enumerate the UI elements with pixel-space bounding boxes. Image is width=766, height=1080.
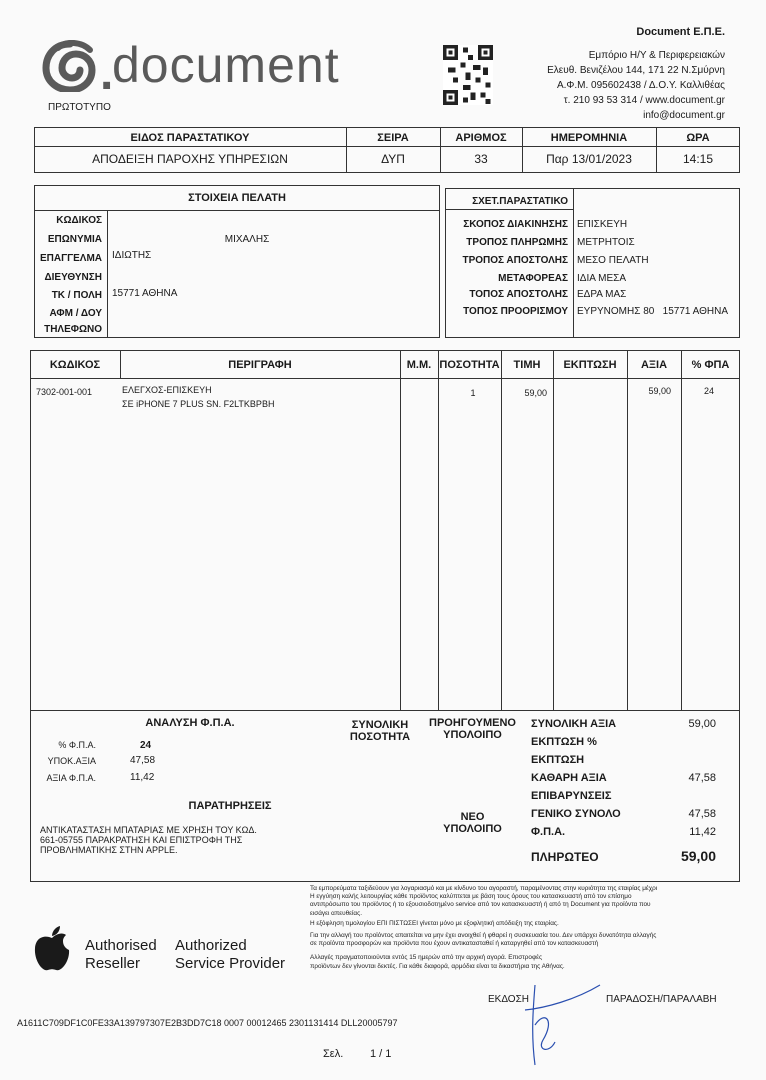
totals-value-net: 47,58 <box>688 772 716 784</box>
vat-analysis-title: ΑΝΑΛΥΣΗ Φ.Π.Α. <box>145 717 235 729</box>
items-header-unit: Μ.Μ. <box>406 359 432 371</box>
remarks-line3: ΠΡΟΒΛΗΜΑΤΙΚΗΣ ΣΤΗΝ APPLE. <box>40 845 178 855</box>
totals-value-grand: 47,58 <box>688 808 716 820</box>
doc-series: ΔΥΠ <box>381 152 405 166</box>
item-code: 7302-001-001 <box>36 387 93 397</box>
customer-label-zip: ΤΚ / ΠΟΛΗ <box>51 290 102 301</box>
vat-value-net: 47,58 <box>130 755 156 766</box>
items-header-qty: ΠΟΣΟΤΗΤΑ <box>439 359 500 371</box>
terms-line: Για την αλλαγή του προϊόντος απαιτείται να μην έχει ανοιχθεί ή φθαρεί η συσκευασία του. Δεν υπάρχει δυνατότητα αλλαγής <box>310 932 657 940</box>
terms-line: Η εγγύηση καλής λειτουργίας κάθε προϊόντος καλύπτεται με βάση τους όρους του κατασκευαστή από τον επίσημο <box>310 893 632 901</box>
receiver-label: ΠΑΡΑΔΟΣΗ/ΠΑΡΑΛΑΒΗ <box>606 994 717 1005</box>
prev-balance-label-2: ΥΠΟΛΟΙΠΟ <box>443 729 502 741</box>
doc-number: 33 <box>474 152 488 166</box>
vat-label-rate: % Φ.Π.Α. <box>58 740 96 750</box>
company-logo <box>40 37 380 100</box>
total-qty-label-1: ΣΥΝΟΛΙΚΗ <box>351 719 409 731</box>
customer-label-name: ΕΠΩΝΥΜΙΑ <box>47 234 102 245</box>
prev-balance-label-1: ΠΡΟΗΓΟΥΜΕΝΟ <box>429 717 516 729</box>
customer-zip-city: 15771 ΑΘΗΝΑ <box>112 288 178 299</box>
shipping-label-purpose: ΣΚΟΠΟΣ ΔΙΑΚΙΝΗΣΗΣ <box>463 219 568 230</box>
shipping-label-carrier: ΜΕΤΑΦΟΡΕΑΣ <box>498 273 568 284</box>
totals-label-total: ΣΥΝΟΛΙΚΗ ΑΞΙΑ <box>531 718 617 730</box>
payable-label: ΠΛΗΡΩΤΕΟ <box>531 850 599 864</box>
company-activity: Εμπόριο Η/Υ & Περιφερειακών <box>588 50 725 61</box>
vat-value-rate: 24 <box>140 740 152 751</box>
company-legal-name: Document Ε.Π.Ε. <box>636 26 725 38</box>
items-header-value: ΑΞΙΑ <box>640 359 668 371</box>
items-header-code: ΚΩΔΙΚΟΣ <box>49 359 101 371</box>
shipping-label-method: ΤΡΟΠΟΣ ΑΠΟΣΤΟΛΗΣ <box>462 255 568 266</box>
doc-series-header: ΣΕΙΡΑ <box>377 132 409 144</box>
terms-line: Η εξόφληση τιμολογίου ΕΠΙ ΠΙΣΤΩΣΕΙ γίνεται μόνο με εξοφλητική απόδειξη της εταιρίας. <box>310 919 559 927</box>
shipping-label-payment: ΤΡΟΠΟΣ ΠΛΗΡΩΜΗΣ <box>466 237 568 248</box>
remarks-line1: ΑΝΤΙΚΑΤΑΣΤΑΣΗ ΜΠΑΤΑΡΙΑΣ ΜΕ ΧΡΗΣΗ ΤΟΥ ΚΩΔ. <box>40 825 257 835</box>
vat-label-amount: ΑΞΙΑ Φ.Π.Α. <box>46 773 96 783</box>
customer-label-vat: ΑΦΜ / ΔΟΥ <box>49 308 102 319</box>
terms-line: εισάγει απευθείας. <box>310 909 362 917</box>
item-desc-line1: ΕΛΕΓΧΟΣ-ΕΠΙΣΚΕΥΗ <box>122 385 212 395</box>
terms-line: σε προϊόντα προσφορών και προϊόντα που έχουν αντικατασταθεί ή καταργηθεί από τον κατασκευαστή <box>310 940 599 948</box>
item-price: 59,00 <box>524 388 547 398</box>
provider-line2: Service Provider <box>175 955 286 972</box>
shipping-label-origin: ΤΟΠΟΣ ΑΠΟΣΤΟΛΗΣ <box>469 289 568 300</box>
totals-label-grand: ΓΕΝΙΚΟ ΣΥΝΟΛΟ <box>531 808 621 820</box>
customer-label-code: ΚΩΔΙΚΟΣ <box>56 215 102 226</box>
swirl-logo-icon <box>42 40 98 92</box>
items-header-price: ΤΙΜΗ <box>513 359 541 371</box>
new-balance-label-1: ΝΕΟ <box>460 811 485 823</box>
total-qty-label-2: ΠΟΣΟΤΗΤΑ <box>349 731 411 743</box>
brand-name: document <box>112 37 340 93</box>
remarks-line2: 661-05755 ΠΑΡΑΚΡΑΤΗΣΗ ΚΑΙ ΕΠΙΣΤΡΟΦΗ ΤΗΣ <box>40 835 243 845</box>
customer-profession: ΙΔΙΩΤΗΣ <box>112 250 152 261</box>
customer-label-address: ΔΙΕΥΘΥΝΣΗ <box>44 272 102 283</box>
doc-time-header: ΩΡΑ <box>686 132 710 144</box>
doc-type-header: ΕΙΔΟΣ ΠΑΡΑΣΤΑΤΙΚΟΥ <box>130 132 250 144</box>
totals-value-vat: 11,42 <box>689 826 716 838</box>
totals-value-total: 59,00 <box>688 718 716 730</box>
items-header-desc: ΠΕΡΙΓΡΑΦΗ <box>228 359 292 371</box>
vat-value-amount: 11,42 <box>130 772 155 783</box>
brand-dot: . <box>100 47 114 100</box>
terms-line: Αλλαγές πραγματοποιούνται εντός 15 ημερών από την αρχική αγορά. Επιστροφές <box>310 954 543 962</box>
company-info <box>470 26 725 123</box>
totals-label-charges: ΕΠΙΒΑΡΥΝΣΕΙΣ <box>531 790 612 802</box>
payable-value: 59,00 <box>680 848 716 864</box>
apple-logo-icon <box>32 926 72 972</box>
signature-icon <box>505 980 605 1070</box>
new-balance-label-2: ΥΠΟΛΟΙΠΟ <box>443 823 502 835</box>
shipping-value-destination: ΕΥΡΥΝΟΜΗΣ 80 15771 ΑΘΗΝΑ <box>577 306 729 317</box>
items-header-vat: % ΦΠΑ <box>691 359 730 371</box>
reseller-line1: Authorised <box>85 937 157 954</box>
doc-date-header: ΗΜΕΡΟΜΗΝΙΑ <box>550 132 628 144</box>
doc-time: 14:15 <box>682 152 714 166</box>
terms-line: αντιπρόσωπο του προϊόντος ή το εξουσιοδοτημένο service από τον κατασκευαστή ή από τη Document για προϊόντα που <box>310 901 651 909</box>
totals-label-discount: ΕΚΠΤΩΣΗ <box>531 754 585 766</box>
item-vat: 24 <box>703 386 714 396</box>
shipping-value-purpose: ΕΠΙΣΚΕΥΗ <box>577 219 628 230</box>
terms-line: προϊόντων δεν γίνονται δεκτές. Για κάθε διαφορά, αρμόδια είναι τα δικαστήρια της Αθήνας. <box>310 962 565 970</box>
customer-name: ΜΙΧΑΛΗΣ <box>224 234 270 245</box>
items-header-discount: ΕΚΠΤΩΣΗ <box>563 359 617 371</box>
doc-type: ΑΠΟΔΕΙΞΗ ΠΑΡΟΧΗΣ ΥΠΗΡΕΣΙΩΝ <box>92 152 288 166</box>
terms-line: Τα εμπορεύματα ταξιδεύουν για λογαριασμό και με κίνδυνο του αγοραστή, παραμένοντας στην κυριότητα της εταιρίας μέχρι <box>310 885 658 892</box>
page-number: 1 / 1 <box>370 1048 392 1060</box>
provider-line1: Authorized <box>175 937 247 954</box>
shipping-value-payment: ΜΕΤΡΗΤΟΙΣ <box>577 237 635 248</box>
totals-label-net: ΚΑΘΑΡΗ ΑΞΙΑ <box>531 772 607 784</box>
customer-title: ΣΤΟΙΧΕΙΑ ΠΕΛΑΤΗ <box>188 192 286 204</box>
company-address: Ελευθ. Βενιζέλου 144, 171 22 Ν.Σμύρνη <box>547 65 725 76</box>
reseller-line2: Reseller <box>85 955 141 972</box>
document-hash: A1611C709DF1C0FE33A139797307E2B3DD7C18 0007 00012465 2301131414 DLL20005797 <box>17 1018 398 1028</box>
shipping-label-related: ΣΧΕΤ.ΠΑΡΑΣΤΑΤΙΚΟ <box>472 196 568 207</box>
original-label: ΠΡΩΤΟΤΥΠΟ <box>48 102 111 113</box>
issuer-label: ΕΚΔΟΣΗ <box>488 994 529 1005</box>
authorized-service-provider <box>175 937 285 973</box>
shipping-value-carrier: ΙΔΙΑ ΜΕΣΑ <box>577 273 626 284</box>
totals-label-discount-pct: ΕΚΠΤΩΣΗ % <box>531 736 597 748</box>
company-tax: Α.Φ.Μ. 095602438 / Δ.Ο.Υ. Καλλιθέας <box>556 80 725 91</box>
authorised-reseller <box>85 937 157 973</box>
shipping-value-origin: ΕΔΡΑ ΜΑΣ <box>577 289 627 300</box>
company-contact: τ. 210 93 53 314 / www.document.gr <box>563 95 725 106</box>
terms-text <box>310 885 730 971</box>
items-table <box>30 350 740 882</box>
company-email: info@document.gr <box>643 110 725 121</box>
item-desc-line2: ΣΕ iPHONE 7 PLUS SN. F2LTKBPBH <box>122 399 275 409</box>
page-label: Σελ. <box>323 1048 344 1060</box>
shipping-value-method: ΜΕΣΟ ΠΕΛΑΤΗ <box>577 255 649 266</box>
vat-label-net: ΥΠΟΚ.ΑΞΙΑ <box>47 756 96 766</box>
item-qty: 1 <box>470 388 476 398</box>
doc-number-header: ΑΡΙΘΜΟΣ <box>455 132 507 144</box>
remarks-title: ΠΑΡΑΤΗΡΗΣΕΙΣ <box>188 800 272 812</box>
doc-date: Παρ 13/01/2023 <box>546 152 632 166</box>
customer-label-profession: ΕΠΑΓΓΕΛΜΑ <box>39 253 102 264</box>
customer-label-phone: ΤΗΛΕΦΩΝΟ <box>44 324 102 335</box>
totals-label-vat: Φ.Π.Α. <box>531 826 566 838</box>
item-value: 59,00 <box>648 386 671 396</box>
shipping-label-destination: ΤΟΠΟΣ ΠΡΟΟΡΙΣΜΟΥ <box>463 306 568 317</box>
